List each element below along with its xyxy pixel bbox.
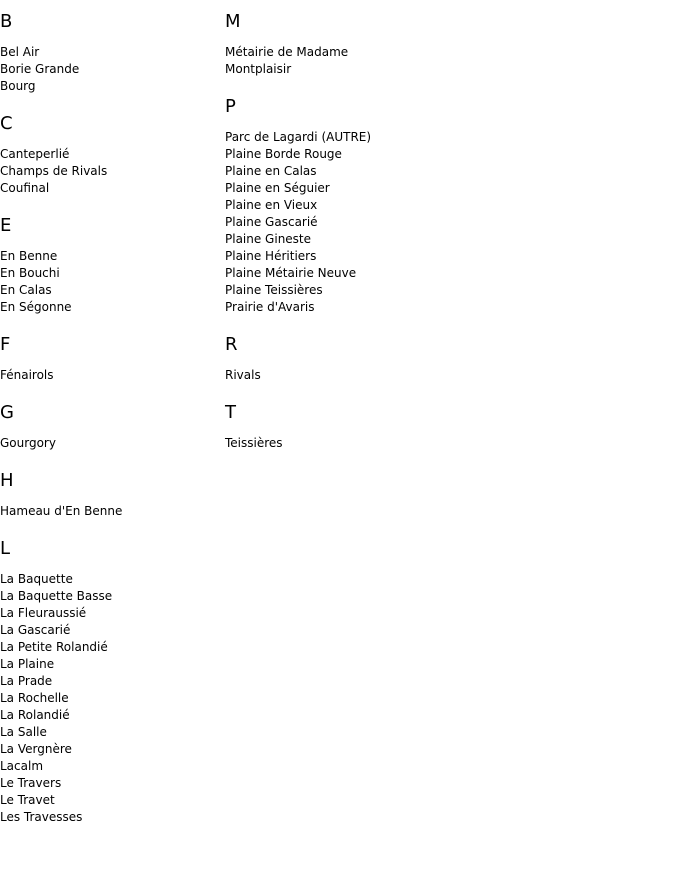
letter-section bbox=[225, 333, 485, 384]
place-list bbox=[225, 435, 485, 452]
place-link[interactable]: Champs de Rivals bbox=[0, 164, 108, 178]
index-column-right bbox=[225, 10, 485, 469]
place-link[interactable]: Bourg bbox=[0, 79, 36, 93]
place-list bbox=[0, 571, 220, 826]
section-letter-heading: B bbox=[0, 11, 13, 32]
place-link[interactable]: En Benne bbox=[0, 249, 58, 263]
letter-section bbox=[0, 214, 220, 316]
section-letter-heading: T bbox=[225, 402, 236, 423]
letter-section bbox=[225, 95, 485, 316]
place-link[interactable]: Le Travers bbox=[0, 776, 62, 790]
place-link[interactable]: La Baquette Basse bbox=[0, 589, 113, 603]
letter-section bbox=[225, 10, 485, 78]
letter-section bbox=[0, 469, 220, 520]
place-list bbox=[225, 367, 485, 384]
place-link[interactable]: Bel Air bbox=[0, 45, 40, 59]
place-link[interactable]: La Rochelle bbox=[0, 691, 69, 705]
section-letter-heading: R bbox=[225, 334, 238, 355]
index-column-left bbox=[0, 10, 220, 843]
place-link[interactable]: Prairie d'Avaris bbox=[225, 300, 315, 314]
section-letter-heading: C bbox=[0, 113, 13, 134]
section-letter-heading: E bbox=[0, 215, 12, 236]
place-list bbox=[0, 44, 220, 95]
place-link[interactable]: Gourgory bbox=[0, 436, 56, 450]
letter-section bbox=[0, 112, 220, 197]
place-list bbox=[0, 248, 220, 316]
place-link[interactable]: Hameau d'En Benne bbox=[0, 504, 123, 518]
place-link[interactable]: Coufinal bbox=[0, 181, 50, 195]
place-link[interactable]: Plaine en Vieux bbox=[225, 198, 318, 212]
place-link[interactable]: Borie Grande bbox=[0, 62, 80, 76]
place-link[interactable]: Canteperlié bbox=[0, 147, 70, 161]
section-letter-heading: L bbox=[0, 538, 11, 559]
place-link[interactable]: La Gascarié bbox=[0, 623, 71, 637]
place-list bbox=[0, 435, 220, 452]
place-link[interactable]: La Baquette bbox=[0, 572, 73, 586]
place-link[interactable]: La Rolandié bbox=[0, 708, 70, 722]
place-link[interactable]: Plaine Borde Rouge bbox=[225, 147, 342, 161]
place-link[interactable]: Plaine en Séguier bbox=[225, 181, 330, 195]
section-letter-heading: G bbox=[0, 402, 14, 423]
place-link[interactable]: La Petite Rolandié bbox=[0, 640, 108, 654]
place-link[interactable]: Fénairols bbox=[0, 368, 54, 382]
place-link[interactable]: La Vergnère bbox=[0, 742, 72, 756]
place-link[interactable]: La Fleuraussié bbox=[0, 606, 87, 620]
place-list bbox=[225, 44, 485, 78]
place-link[interactable]: Les Travesses bbox=[0, 810, 83, 824]
place-link[interactable]: Plaine Héritiers bbox=[225, 249, 317, 263]
letter-section bbox=[0, 537, 220, 826]
letter-section bbox=[225, 401, 485, 452]
place-link[interactable]: Rivals bbox=[225, 368, 261, 382]
place-link[interactable]: Plaine Métairie Neuve bbox=[225, 266, 357, 280]
letter-section bbox=[0, 401, 220, 452]
place-list bbox=[0, 367, 220, 384]
place-link[interactable]: La Salle bbox=[0, 725, 47, 739]
place-list bbox=[0, 503, 220, 520]
place-link[interactable]: Métairie de Madame bbox=[225, 45, 349, 59]
place-link[interactable]: Plaine Teissières bbox=[225, 283, 323, 297]
place-link[interactable]: La Prade bbox=[0, 674, 53, 688]
place-link[interactable]: Plaine Gascarié bbox=[225, 215, 318, 229]
place-link[interactable]: Montplaisir bbox=[225, 62, 292, 76]
place-list bbox=[0, 146, 220, 197]
place-link[interactable]: Plaine Gineste bbox=[225, 232, 312, 246]
place-link[interactable]: Parc de Lagardi (AUTRE) bbox=[225, 130, 372, 144]
section-letter-heading: F bbox=[0, 334, 11, 355]
letter-section bbox=[0, 333, 220, 384]
letter-section bbox=[0, 10, 220, 95]
place-link[interactable]: En Ségonne bbox=[0, 300, 72, 314]
place-list bbox=[225, 129, 485, 316]
place-link[interactable]: La Plaine bbox=[0, 657, 55, 671]
place-link[interactable]: En Calas bbox=[0, 283, 52, 297]
place-link[interactable]: En Bouchi bbox=[0, 266, 60, 280]
place-link[interactable]: Le Travet bbox=[0, 793, 55, 807]
section-letter-heading: P bbox=[225, 96, 236, 117]
section-letter-heading: H bbox=[0, 470, 14, 491]
section-letter-heading: M bbox=[225, 11, 241, 32]
place-link[interactable]: Plaine en Calas bbox=[225, 164, 317, 178]
place-link[interactable]: Lacalm bbox=[0, 759, 44, 773]
place-link[interactable]: Teissières bbox=[225, 436, 283, 450]
